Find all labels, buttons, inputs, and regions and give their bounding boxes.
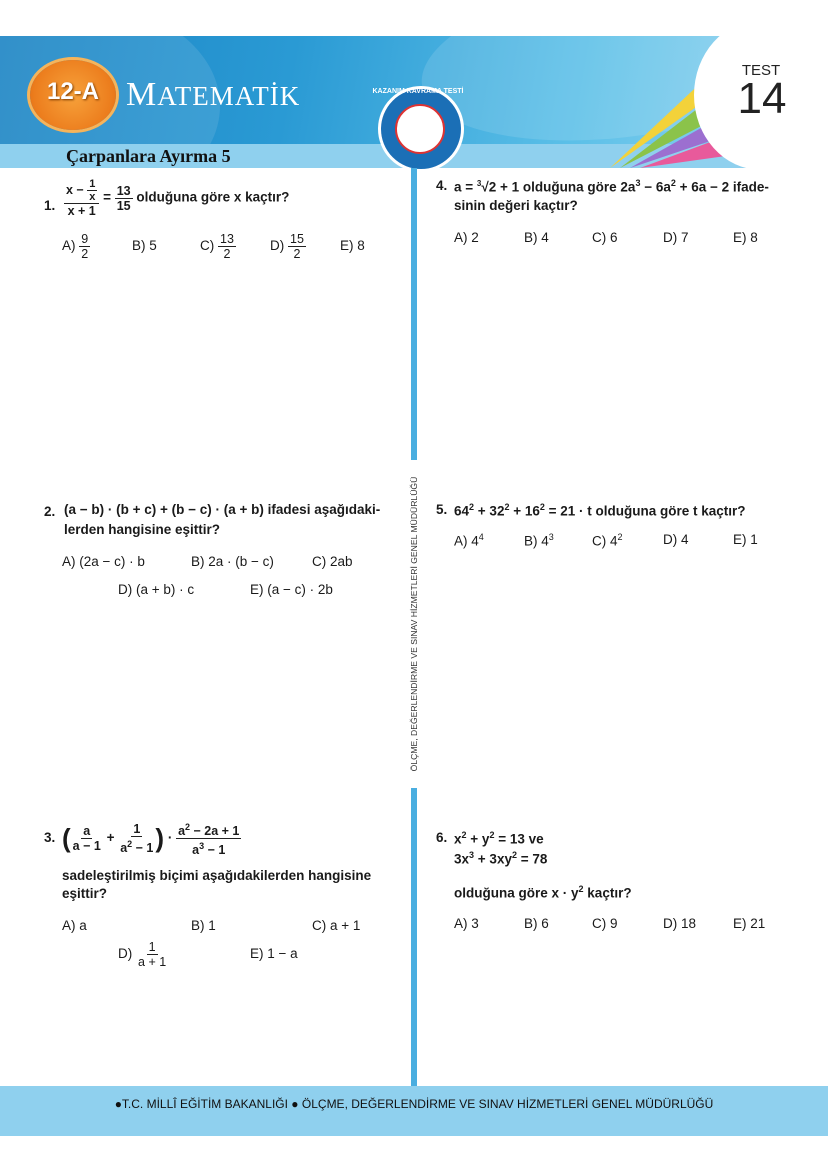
grade-badge-label: 12-A (46, 78, 100, 105)
q3-stem-line2: eşittir? (62, 886, 108, 901)
q5-stem: $64^2 + 32^2 + 16^2 = 21 \cdot t$ olduğuna göre t kaçtır? (454, 502, 746, 519)
test-number: 14 (737, 74, 787, 123)
q3-option-d[interactable]: D) $\frac{1}{a + 1}$ (118, 940, 167, 969)
q4-stem: a = $^3$√2 + 1 olduğuna göre $2a^3 - 6a^2 + 6a - 2$ ifade- (454, 178, 769, 195)
question-4 (432, 176, 812, 256)
question-number: 5. (436, 502, 448, 517)
question-2 (38, 502, 398, 602)
question-6 (432, 828, 812, 938)
q4-option-c[interactable]: C) 6 (592, 230, 618, 245)
q2-option-e[interactable]: E) (a − c) · 2b (250, 582, 333, 597)
footer-text: ●T.C. MİLLÎ EĞİTİM BAKANLIĞI ● ÖLÇME, DEĞERLENDİRME VE SINAV HİZMETLERİ GENEL MÜDÜRLÜĞÜ (114, 1097, 714, 1111)
q6-option-c[interactable]: C) 9 (592, 916, 618, 931)
q6-equation-2: $3x^3 + 3xy^2 = 78$ (454, 850, 548, 867)
question-number: 4. (436, 178, 448, 193)
subject-title-rest: ATEMATİK (157, 81, 301, 111)
ministry-emblem-icon (395, 104, 445, 154)
question-1 (38, 178, 398, 268)
q1-option-b[interactable]: B) 5 (132, 238, 157, 253)
q1-formula: x − $\frac{1}{x}$ x + 1 = $\frac{13}{15}$ olduğuna göre x kaçtır? (66, 178, 290, 218)
q3-option-e[interactable]: E) 1 − a (250, 946, 298, 961)
q6-option-d[interactable]: D) 18 (663, 916, 697, 931)
q6-option-b[interactable]: B) 6 (524, 916, 549, 931)
q5-option-e[interactable]: E) 1 (733, 532, 758, 547)
grade-badge (30, 60, 116, 130)
test-label: TEST (741, 62, 781, 79)
column-divider-top (411, 168, 417, 460)
question-number: 1. (44, 198, 56, 213)
subject-title-initial: M (126, 76, 158, 113)
q2-option-a[interactable]: A) (2a − c) · b (62, 554, 145, 569)
q1-option-d[interactable]: D) $\frac{15}{2}$ (270, 232, 304, 261)
question-number: 3. (44, 830, 56, 845)
q6-stem: olduğuna göre $x \cdot y^2$ kaçtır? (454, 884, 632, 901)
column-divider-bottom (411, 788, 417, 1088)
q2-stem-line2: lerden hangisine eşittir? (64, 522, 221, 537)
q3-option-a[interactable]: A) a (62, 918, 87, 933)
q5-option-a[interactable]: A) $4^4$ (454, 532, 484, 549)
topic-title: Çarpanlara Ayırma 5 (66, 146, 231, 166)
q1-option-a[interactable]: A) $\frac{9}{2}$ (62, 232, 89, 261)
q4-option-a[interactable]: A) 2 (454, 230, 479, 245)
q2-option-c[interactable]: C) 2ab (312, 554, 353, 569)
q2-stem: (a − b) · (b + c) + (b − c) · (a + b) ifadesi aşağıdaki- (64, 502, 381, 517)
q1-text: olduğuna göre x kaçtır? (136, 189, 290, 205)
q6-option-e[interactable]: E) 21 (733, 916, 766, 931)
q3-formula: ( $\frac{a}{a - 1}$ + $\frac{1}{a^2 - 1}$ ) · $\frac{a^2 - 2a + 1}{a^3 - 1}$ (62, 822, 240, 858)
q2-option-d[interactable]: D) (a + b) · c (118, 582, 195, 597)
q1-option-c[interactable]: C) $\frac{13}{2}$ (200, 232, 234, 261)
q5-option-b[interactable]: B) $4^3$ (524, 532, 554, 549)
q6-equation-1: $x^2 + y^2 = 13$ ve (454, 830, 544, 847)
q5-option-d[interactable]: D) 4 (663, 532, 689, 547)
q4-option-b[interactable]: B) 4 (524, 230, 549, 245)
q3-stem-line1: sadeleştirilmiş biçimi aşağıdakilerden hangisine (62, 868, 372, 883)
q5-option-c[interactable]: C) $4^2$ (592, 532, 623, 549)
q2-option-b[interactable]: B) 2a · (b − c) (191, 554, 274, 569)
q3-option-b[interactable]: B) 1 (191, 918, 216, 933)
q4-option-e[interactable]: E) 8 (733, 230, 758, 245)
q4-stem-line2: sinin değeri kaçtır? (454, 198, 578, 213)
seal-text: KAZANIM KAVRAMA TESTİ (372, 88, 464, 95)
subject-title (126, 76, 300, 114)
question-5 (432, 500, 812, 560)
q3-option-c[interactable]: C) a + 1 (312, 918, 361, 933)
question-number: 6. (436, 830, 448, 845)
question-number: 2. (44, 504, 56, 519)
seal-logo (370, 86, 466, 156)
footer-bar (0, 1086, 828, 1136)
side-caption: ÖLÇME, DEĞERLENDİRME VE SINAV HİZMETLERİ GENEL MÜDÜRLÜĞÜ (409, 476, 419, 772)
q6-option-a[interactable]: A) 3 (454, 916, 479, 931)
q4-option-d[interactable]: D) 7 (663, 230, 689, 245)
question-3 (38, 820, 398, 980)
q1-option-e[interactable]: E) 8 (340, 238, 365, 253)
